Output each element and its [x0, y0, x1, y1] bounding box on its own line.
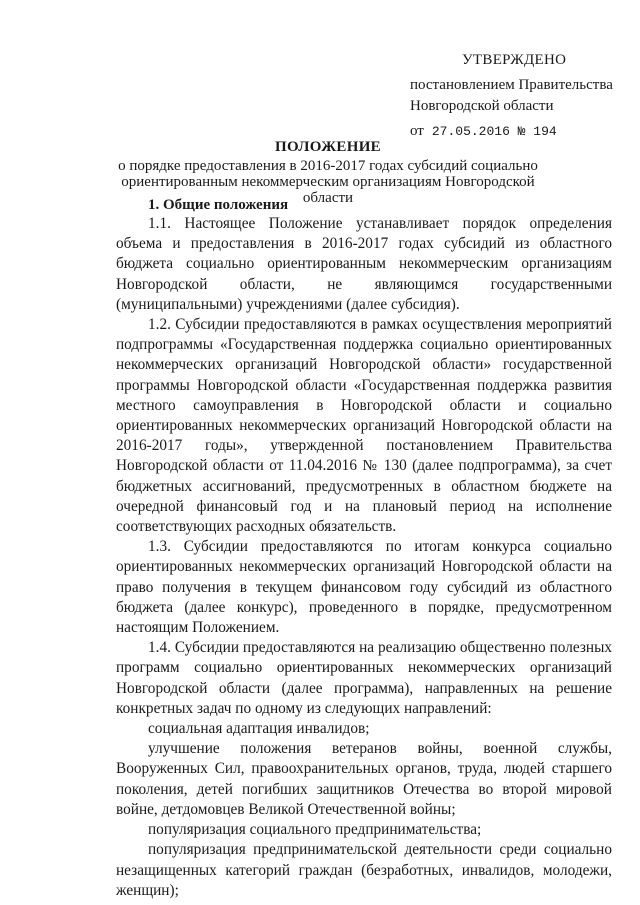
- date-prefix: от: [410, 123, 424, 139]
- list-item-direction: популяризация предпринимательской деятельности среди социально незащищенных категорий граждан (безработных, инвалидов, молодежи, женщин);: [116, 841, 612, 899]
- document-subtitle: о порядке предоставления в 2016-2017 годах субсидий социально ориентированным некоммерческим организациям Новгородской области: [118, 158, 538, 206]
- paragraph-1-4: 1.4. Субсидии предоставляются на реализацию общественно полезных программ социально ориентированных некоммерческих организаций Новгородской области (далее программа), направленных на решение конкретных задач по одному из следующих направлений:: [116, 639, 612, 717]
- section-heading: 1. Общие положения: [148, 197, 289, 213]
- list-item-direction: социальная адаптация инвалидов;: [148, 720, 370, 738]
- list-item-direction: популяризация социального предпринимательства;: [148, 821, 482, 839]
- document-body: [116, 214, 612, 901]
- approved-label: УТВЕРЖДЕНО: [462, 52, 567, 68]
- approval-date-number: 27.05.2016 № 194: [431, 124, 557, 139]
- paragraph-1-3: 1.3. Субсидии предоставляются по итогам конкурса социально ориентированных некоммерческих организаций Новгородской области на право получения в текущем финансовом году субсидий из областного бюджета (далее конкурс), проведенного в порядке, предусмотренном настоящим Положением.: [116, 538, 612, 637]
- list-item-direction: улучшение положения ветеранов войны, военной службы, Вооруженных Сил, правоохранительных органов, труда, людей старшего поколения, детей погибших защитников Отечества во второй мировой войне, детдомовцев Великой Отечественной войны;: [116, 740, 612, 818]
- paragraph-1-2: 1.2. Субсидии предоставляются в рамках осуществления мероприятий подпрограммы «Государственная поддержка социально ориентированных некоммерческих организаций Новгородской области» государственной программы Новгородской области «Государственная поддержка развития местного самоуправления в Новгородской области и социально ориентированных некоммерческих организаций Новгородской области на 2016-2017 годы», утвержденной постановлением Правительства Новгородской области от 11.04.2016 № 130 (далее подпрограмма), за счет бюджетных ассигнований, предусмотренных в областном бюджете на очередной финансовый год и на плановый период на исполнение соответствующих расходных обязательств.: [116, 316, 612, 536]
- paragraph-1-1: 1.1. Настоящее Положение устанавливает порядок определения объема и предоставления в 2016-2017 годах субсидий из областного бюджета социально ориентированным некоммерческим организациям Новгородской области, не являющимся государственными (муниципальными) учреждениями (далее субсидия).: [116, 215, 612, 313]
- approval-stamp: [410, 50, 630, 142]
- approval-line-2: Новгородской области: [410, 98, 554, 114]
- approval-line-1: постановлением Правительства: [410, 77, 613, 93]
- document-title: ПОЛОЖЕНИЕ: [275, 139, 381, 155]
